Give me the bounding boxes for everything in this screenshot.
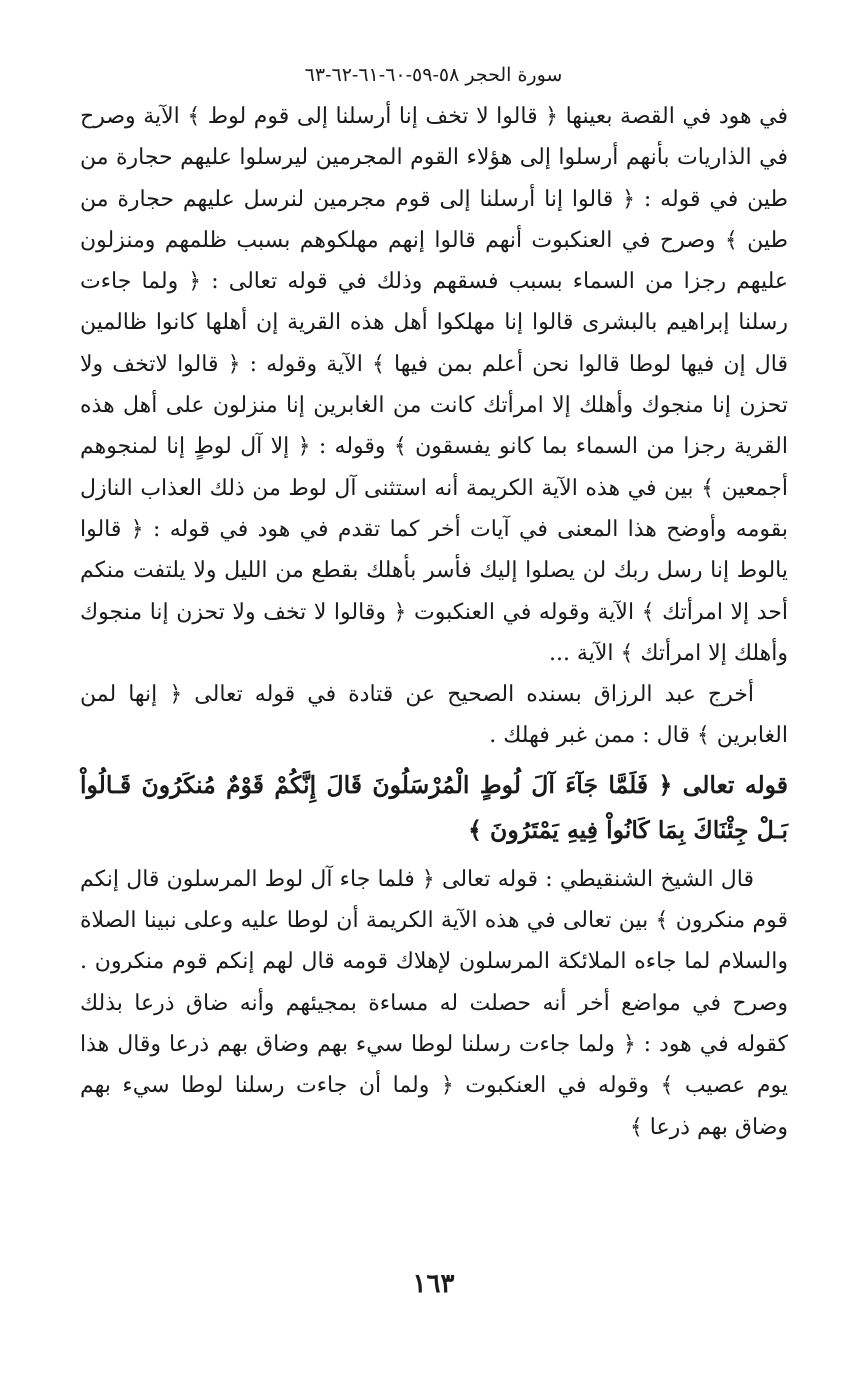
running-header: سورة الحجر ٥٨-٥٩-٦٠-٦١-٦٢-٦٣	[304, 64, 563, 86]
verse-heading: قوله تعالى ﴿ فَلَمَّا جَآءَ آلَ لُوطٍ الْمُرْسَلُونَ قَالَ إِنَّكُمْ قَوْمٌ مُنكَرُونَ قَـالُواْ بَـلْ جِئْنَاكَ بِمَا كَانُواْ فِيهِ يَمْتَرُونَ ﴾	[80, 770, 788, 844]
shanqiti-paragraph: قال الشيخ الشنقيطي : قوله تعالى ﴿ فلما جاء آل لوط المرسلون قال إنكم قوم منكرون ﴾ بين تعالى في هذه الآية الكريمة أن لوطا عليه وعلى نبينا الصلاة والسلام لما جاءه الملائكة المرسلون لإهلاك قومه قال لهم إنكم قوم منكرون . وصرح في مواضع أخر أنه حصلت له مساءة بمجيئهم وأنه ضاق ذرعا بذلك كقوله في هود : ﴿ ولما جاءت رسلنا لوطا سيء بهم وضاق بهم ذرعا وقال هذا يوم عصيب ﴾ وقوله في العنكبوت ﴿ ولما أن جاءت رسلنا لوطا سيء بهم وضاق بهم ذرعا ﴾	[80, 866, 788, 1140]
page-body	[80, 96, 788, 1148]
hadith-paragraph: أخرج عبد الرزاق بسنده الصحيح عن قتادة في قوله تعالى ﴿ إنها لمن الغابرين ﴾ قال : ممن غبر فهلك .	[80, 682, 788, 749]
commentary-paragraph: في هود في القصة بعينها ﴿ قالوا لا تخف إنا أرسلنا إلى قوم لوط ﴾ الآية وصرح في الذاريات بأنهم أرسلوا إلى هؤلاء القوم المجرمين ليرسلوا عليهم حجارة من طين في قوله : ﴿ قالوا إنا أرسلنا إلى قوم مجرمين لنرسل عليهم حجارة من طين ﴾ وصرح في العنكبوت أنهم قالوا إنهم مهلكوهم بسبب ظلمهم ومنزلون عليهم رجزا من السماء بسبب فسقهم وذلك في قوله تعالى : ﴿ ولما جاءت رسلنا إبراهيم بالبشرى قالوا إنا مهلكوا أهل هذه القرية إن أهلها كانوا ظالمين قال إن فيها لوطا قالوا نحن أعلم بمن فيها ﴾ الآية وقوله : ﴿ قالوا لاتخف ولا تحزن إنا منجوك وأهلك إلا امرأتك كانت من الغابرين إنا منزلون على أهل هذه القرية رجزا من السماء بما كانو يفسقون ﴾ وقوله : ﴿ إلا آل لوطٍ إنا لمنجوهم أجمعين ﴾ بين في هذه الآية الكريمة أنه استثنى آل لوط من ذلك العذاب النازل بقومه وأوضح هذا المعنى في آيات أخر كما تقدم في هود في قوله : ﴿ قالوا يالوط إنا رسل ربك لن يصلوا إليك فأسر بأهلك بقطع من الليل ولا يلتفت منكم أحد إلا امرأتك ﴾ الآية وقوله في العنكبوت ﴿ وقالوا لا تخف ولا تحزن إنا منجوك وأهلك إلا امرأتك ﴾ الآية ...	[80, 104, 788, 666]
page-number: ١٦٣	[412, 1269, 455, 1299]
